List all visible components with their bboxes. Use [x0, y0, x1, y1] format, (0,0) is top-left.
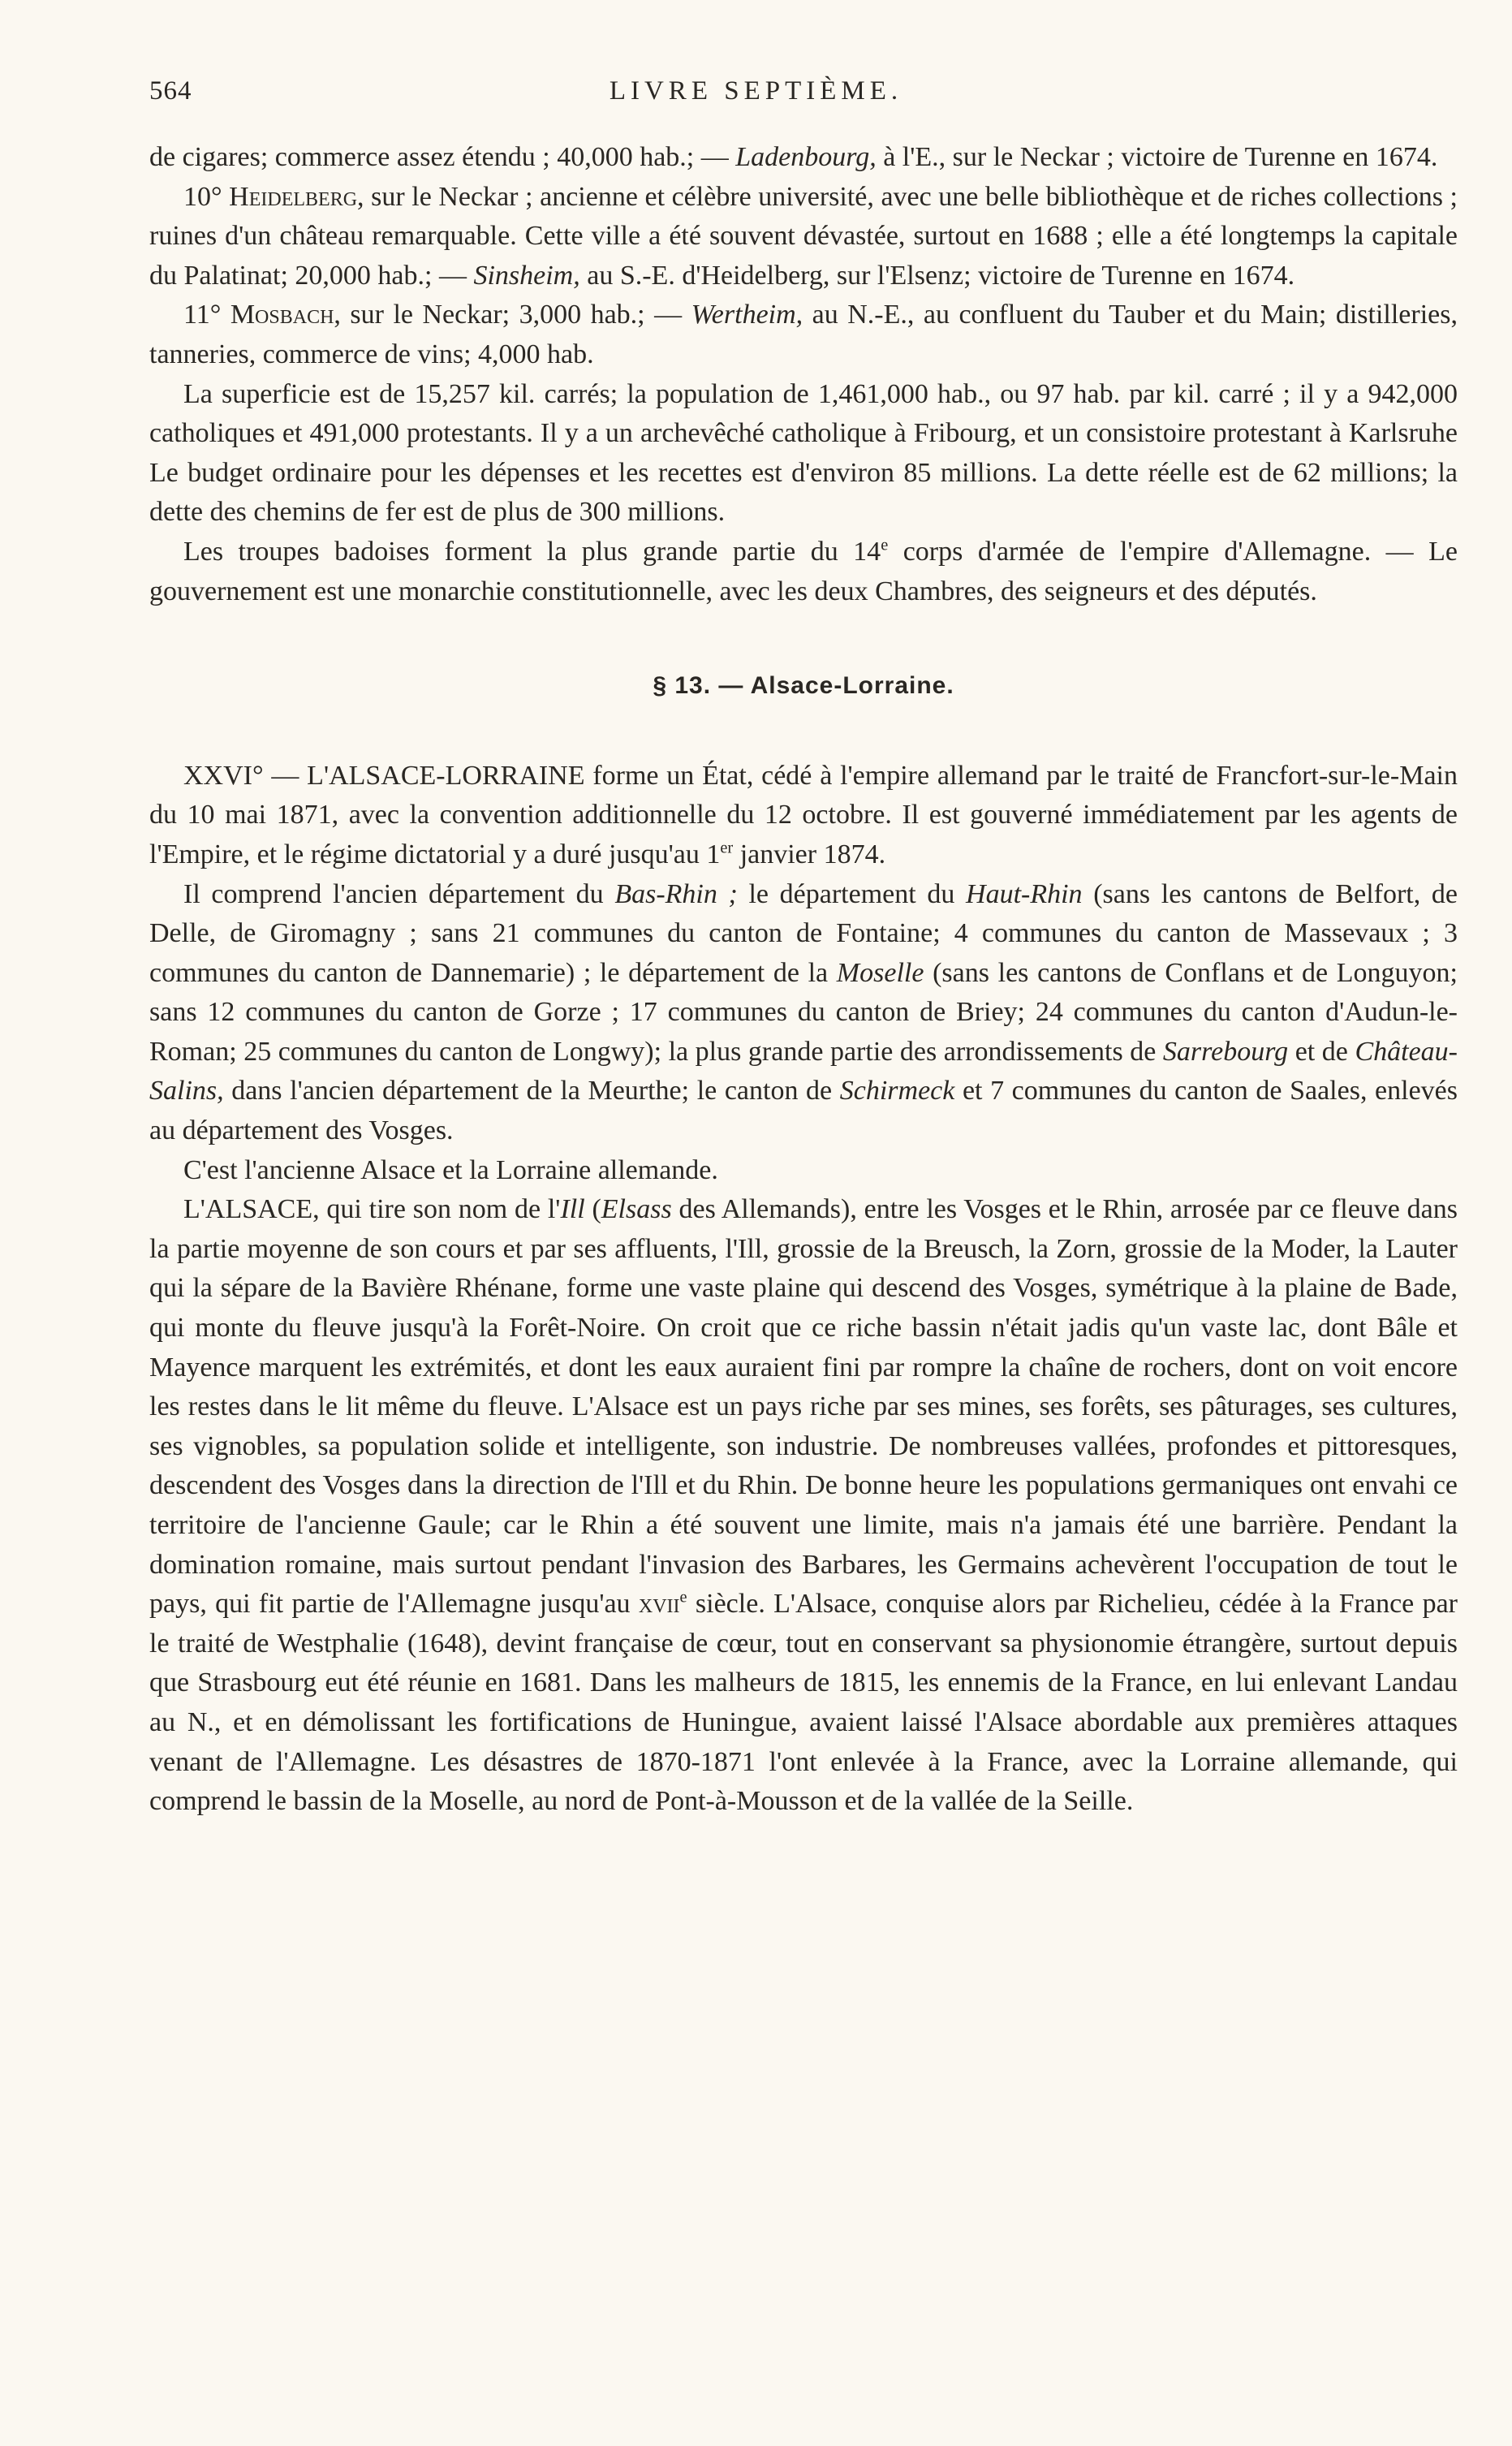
place-name: Ladenbourg, [735, 142, 877, 172]
city-name: Heidelberg [229, 181, 358, 212]
paragraph-ladenbourg: de cigares; commerce assez étendu ; 40,000 hab.; — Ladenbourg, à l'E., sur le Neckar ; victoire de Turenne en 1674. [149, 142, 1438, 172]
page-header [0, 76, 1512, 117]
running-title: LIVRE SEPTIÈME. [609, 76, 903, 106]
city-name: Mosbach [230, 300, 334, 330]
paragraph-heidelberg: 10° Heidelberg, sur le Neckar ; ancienne et célèbre université, avec une belle bibliothèque et de riches collections ; ruines d'un château remarquable. Cette ville a été souvent dévastée, surtout en 1688 ; elle a été longtemps la capitale du Palatinat; 20,000 hab.; — Sinsheim, au S.-E. d'Heidelberg, sur l'Elsenz; victoire de Turenne en 1674. [149, 181, 1458, 291]
paragraph-ancienne-alsace: C'est l'ancienne Alsace et la Lorraine allemande. [183, 1154, 718, 1185]
place-name: Wertheim, [691, 300, 803, 330]
paragraph-alsace: L'ALSACE, qui tire son nom de l'Ill (Elsass des Allemands), entre les Vosges et le Rhin, arrosée par ce fleuve dans la partie moyenne de son cours et par ses affluents, l'Ill, grossie de la Breusch, la Zorn, grossie de la Moder, la Lauter qui la sépare de la Bavière Rhénane, forme une vaste plaine qui descend des Vosges, symétrique à la plaine de Bade, qui monte du fleuve jusqu'à la Forêt-Noire. On croit que ce riche bassin n'était jadis qu'un vaste lac, dont Bâle et Mayence marquent les extrémités, et dont les eaux auraient fini par rompre la chaîne de rochers, dont on voit encore les restes dans le lit même du fleuve. L'Alsace est un pays riche par ses mines, ses forêts, ses pâturages, ses cultures, ses vignobles, sa population solide et intelligente, son industrie. De nombreuses vallées, profondes et pittoresques, descendent des Vosges dans la direction de l'Ill et du Rhin. De bonne heure les populations germaniques ont envahi ce territoire de l'ancienne Gaule; car le Rhin a été souvent une limite, mais n'a jamais été une barrière. Pendant la domination romaine, mais surtout pendant l'invasion des Barbares, les Germains achevèrent l'occupation de tout le pays, qui fit partie de l'Allemagne jusqu'au xvii$^e$ siècle. L'Alsace, conquise alors par Richelieu, cédée à la France par le traité de Westphalie (1648), devint française de cœur, tout en conservant sa physionomie étrangère, surtout depuis que Strasbourg eut été réunie en 1681. Dans les malheurs de 1815, les ennemis de la France, en lui enlevant Landau au N., et en démolissant les fortifications de Huningue, avaient laissé l'Alsace abordable aux premières attaques venant de l'Allemagne. Les désastres de 1870-1871 l'ont enlevée à la France, avec la Lorraine allemande, qui comprend le bassin de la Moselle, au nord de Pont-à-Mousson et de la vallée de la Seille. [149, 1194, 1458, 1817]
paragraph-mosbach: 11° Mosbach, sur le Neckar; 3,000 hab.; — Wertheim, au N.-E., au confluent du Tauber et du Main; distilleries, tanneries, commerce de vins; 4,000 hab. [149, 300, 1458, 369]
body-text [149, 138, 1458, 1822]
paragraph-alsace-lorraine-intro: XXVI° — L'ALSACE-LORRAINE forme un État, cédé à l'empire allemand par le traité de Francfort-sur-le-Main du 10 mai 1871, avec la convention additionnelle du 12 octobre. Il est gouverné immédiatement par les agents de l'Empire, et le régime dictatorial y a duré jusqu'au 1er janvier 1874. [149, 760, 1458, 869]
paragraph-territoire: Il comprend l'ancien département du Bas-Rhin ; le département du Haut-Rhin (sans les cantons de Belfort, de Delle, de Giromagny ; sans 21 communes du canton de Fontaine; 4 communes du canton de Massevaux ; 3 communes du canton de Dannemarie) ; le département de la Moselle (sans les cantons de Conflans et de Longuyon; sans 12 communes du canton de Gorze ; 17 communes du canton de Briey; 24 communes du canton d'Audun-le-Roman; 25 communes du canton de Longwy); la plus grande partie des arrondissements de Sarrebourg et de Château-Salins, dans l'ancien département de la Meurthe; le canton de Schirmeck et 7 communes du canton de Saales, enlevés au département des Vosges. [149, 878, 1458, 1146]
section-heading: § 13. — Alsace-Lorraine. [653, 672, 954, 700]
paragraph-troupes: Les troupes badoises forment la plus grande partie du 14e corps d'armée de l'empire d'Allemagne. — Le gouvernement est une monarchie constitutionnelle, avec les deux Chambres, des seigneurs et des députés. [149, 536, 1458, 606]
page-number: 564 [149, 76, 192, 106]
paragraph-superficie: La superficie est de 15,257 kil. carrés; la population de 1,461,000 hab., ou 97 hab. par kil. carré ; il y a 942,000 catholiques et 491,000 protestants. Il y a un archevêché catholique à Fribourg, et un consistoire protestant à Karlsruhe Le budget ordinaire pour les dépenses et les recettes est d'environ 85 millions. La dette réelle est de 62 millions; la dette des chemins de fer est de plus de 300 millions. [149, 378, 1458, 528]
place-name: Sinsheim, [473, 260, 580, 291]
